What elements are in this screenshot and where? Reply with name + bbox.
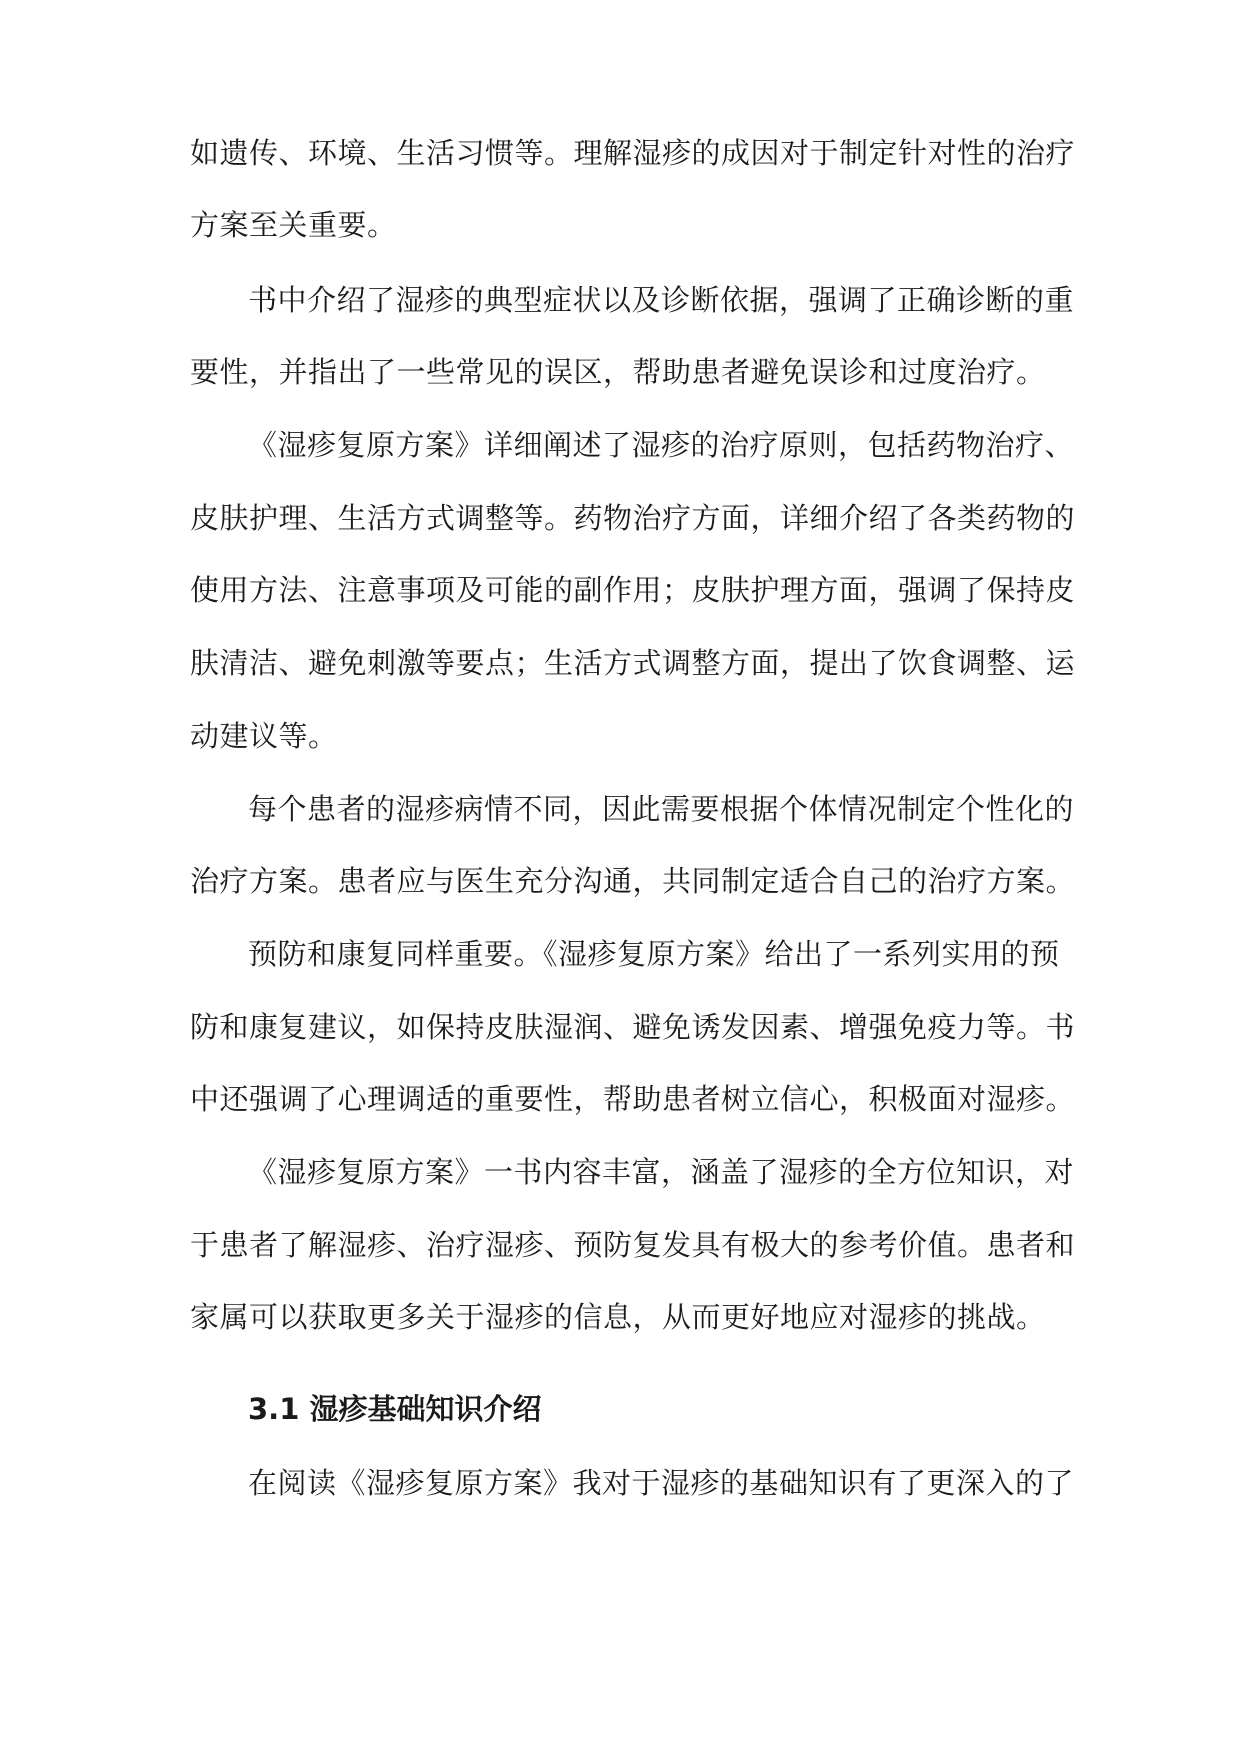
paragraph-6-line-1: 《湿疹复原方案》一书内容丰富，涵盖了湿疹的全方位知识，对 [248, 1155, 1075, 1189]
section-heading: 3.1 湿疹基础知识介绍 [248, 1392, 542, 1426]
paragraph-4-line-1: 每个患者的湿疹病情不同，因此需要根据个体情况制定个性化的 [248, 792, 1075, 826]
paragraph-3-line-5: 动建议等。 [190, 719, 338, 753]
paragraph-1-line-2: 方案至关重要。 [190, 208, 397, 242]
paragraph-6-line-3: 家属可以获取更多关于湿疹的信息，从而更好地应对湿疹的挑战。 [190, 1300, 1046, 1334]
paragraph-2-line-1: 书中介绍了湿疹的典型症状以及诊断依据，强调了正确诊断的重 [248, 283, 1075, 317]
paragraph-5-line-3: 中还强调了心理调适的重要性，帮助患者树立信心，积极面对湿疹。 [190, 1082, 1076, 1116]
paragraph-5-line-1: 预防和康复同样重要。《湿疹复原方案》给出了一系列实用的预 [248, 937, 1060, 971]
paragraph-4-line-2: 治疗方案。患者应与医生充分沟通，共同制定适合自己的治疗方案。 [190, 864, 1076, 898]
paragraph-3-line-1: 《湿疹复原方案》详细阐述了湿疹的治疗原则，包括药物治疗、 [248, 428, 1075, 462]
section-paragraph-line-1: 在阅读《湿疹复原方案》我对于湿疹的基础知识有了更深入的了 [248, 1466, 1075, 1500]
paragraph-2-line-2: 要性，并指出了一些常见的误区，帮助患者避免误诊和过度治疗。 [190, 355, 1046, 389]
paragraph-3-line-4: 肤清洁、避免刺激等要点；生活方式调整方面，提出了饮食调整、运 [190, 646, 1076, 680]
paragraph-3-line-3: 使用方法、注意事项及可能的副作用；皮肤护理方面，强调了保持皮 [190, 573, 1076, 607]
paragraph-5-line-2: 防和康复建议，如保持皮肤湿润、避免诱发因素、增强免疫力等。书 [190, 1010, 1076, 1044]
paragraph-6-line-2: 于患者了解湿疹、治疗湿疹、预防复发具有极大的参考价值。患者和 [190, 1228, 1076, 1262]
paragraph-3-line-2: 皮肤护理、生活方式调整等。药物治疗方面，详细介绍了各类药物的 [190, 501, 1076, 535]
paragraph-1-line-1: 如遗传、环境、生活习惯等。理解湿疹的成因对于制定针对性的治疗 [190, 136, 1076, 170]
